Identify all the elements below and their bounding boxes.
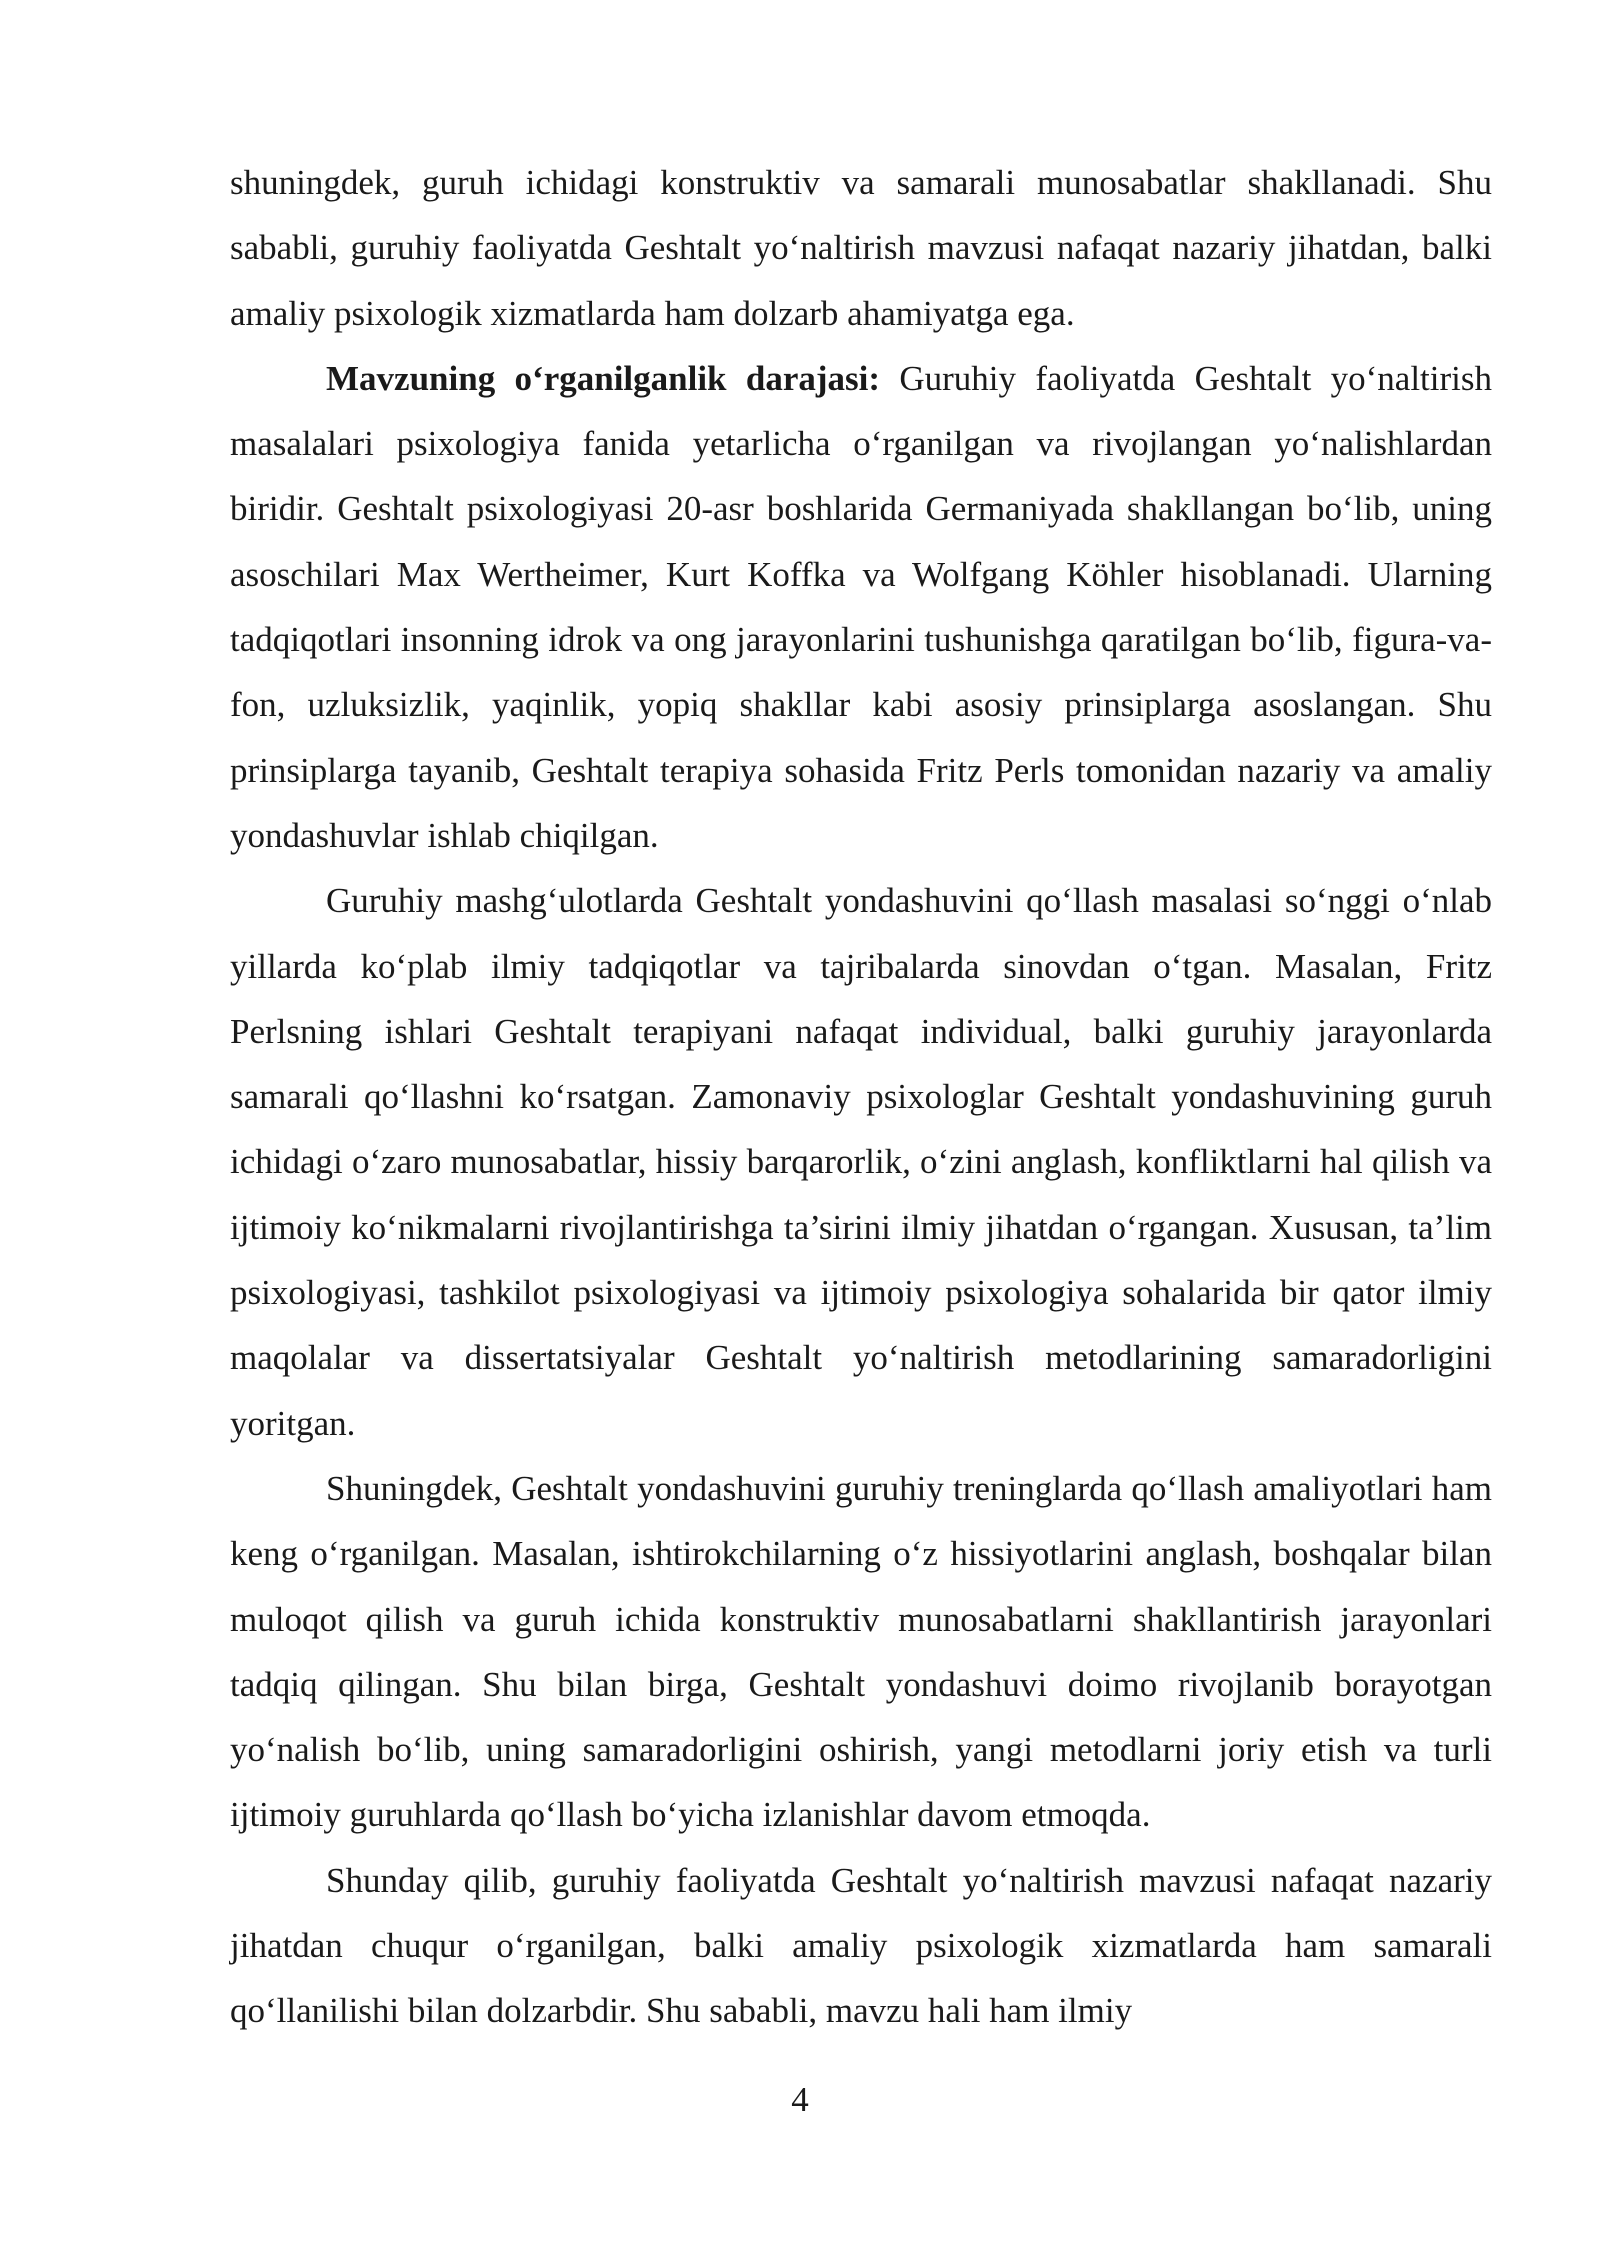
section-heading: Mavzuning o‘rganilganlik darajasi: xyxy=(326,358,881,398)
paragraph-2 xyxy=(230,346,1492,868)
paragraph-3: Guruhiy mashg‘ulotlarda Geshtalt yondashuvini qo‘llash masalasi so‘nggi o‘nlab yillarda ko‘plab ilmiy tadqiqotlar va tajribalarda sinovdan o‘tgan. Masalan, Fritz Perlsning ishlari Geshtalt terapiyani nafaqat individual, balki guruhiy jarayonlarda samarali qo‘llashni ko‘rsatgan. Zamonaviy psixologlar Geshtalt yondashuvining guruh ichidagi o‘zaro munosabatlar, hissiy barqarorlik, o‘zini anglash, konfliktlarni hal qilish va ijtimoiy ko‘nikmalarni rivojlantirishga ta’sirini ilmiy jihatdan o‘rgangan. Xususan, ta’lim psixologiyasi, tashkilot psixologiyasi va ijtimoiy psixologiya sohalarida bir qator ilmiy maqolalar va dissertatsiyalar Geshtalt yo‘naltirish metodlarining samaradorligini yoritgan. xyxy=(230,881,1492,1443)
paragraph-4: Shuningdek, Geshtalt yondashuvini guruhiy treninglarda qo‘llash amaliyotlari ham keng o‘rganilgan. Masalan, ishtirokchilarning o‘z hissiyotlarini anglash, boshqalar bilan muloqot qilish va guruh ichida konstruktiv munosabatlarni shakllantirish jarayonlari tadqiq qilingan. Shu bilan birga, Geshtalt yondashuvi doimo rivojlanib borayotgan yo‘nalish bo‘lib, uning samaradorligini oshirish, yangi metodlarni joriy etish va turli ijtimoiy guruhlarda qo‘llash bo‘yicha izlanishlar davom etmoqda. xyxy=(230,1468,1492,1835)
paragraph-5: Shunday qilib, guruhiy faoliyatda Geshtalt yo‘naltirish mavzusi nafaqat nazariy jihatdan chuqur o‘rganilgan, balki amaliy psixologik xizmatlarda ham samarali qo‘llanilishi bilan dolzarbdir. Shu sababli, mavzu hali ham ilmiy xyxy=(230,1860,1492,2031)
paragraph-2-body: Guruhiy faoliyatda Geshtalt yo‘naltirish masalalari psixologiya fanida yetarlicha o‘rganilgan va rivojlangan yo‘nalishlardan biridir. Geshtalt psixologiyasi 20-asr boshlarida Germaniyada shakllangan bo‘lib, uning asoschilari Max Wertheimer, Kurt Koffka va Wolfgang Köhler hisoblanadi. Ularning tadqiqotlari insonning idrok va ong jarayonlarini tushunishga qaratilgan bo‘lib, figura-va-fon, uzluksizlik, yaqinlik, yopiq shakllar kabi asosiy prinsiplarga asoslangan. Shu prinsiplarga tayanib, Geshtalt terapiya sohasida Fritz Perls tomonidan nazariy va amaliy yondashuvlar ishlab chiqilgan. xyxy=(230,358,1493,855)
paragraph-1: shuningdek, guruh ichidagi konstruktiv va samarali munosabatlar shakllanadi. Shu sababli, guruhiy faoliyatda Geshtalt yo‘naltirish mavzusi nafaqat nazariy jihatdan, balki amaliy psixologik xizmatlarda ham dolzarb ahamiyatga ega. xyxy=(230,163,1492,333)
body-text xyxy=(230,150,1492,2044)
page-number: 4 xyxy=(791,2080,809,2119)
